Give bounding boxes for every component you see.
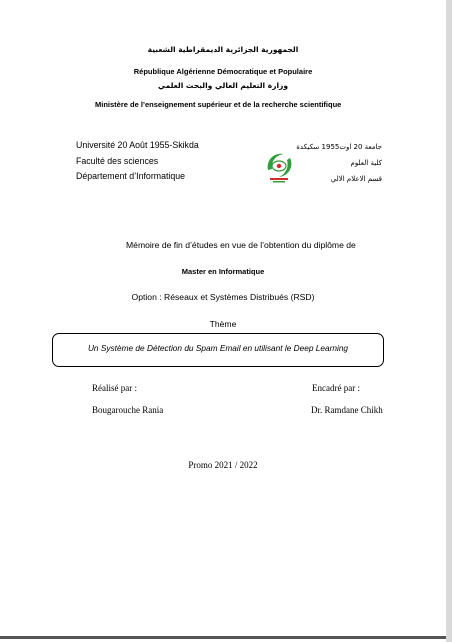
theme-label: Thème [209, 319, 237, 329]
page-edge [446, 0, 452, 642]
theme-title: Un Système de Détection du Spam Email en utilisant le Deep Learning [87, 343, 349, 353]
student-name: Bougarouche Rania [92, 405, 164, 415]
faculty-name-arabic: كلية العلوم [350, 159, 382, 167]
republic-arabic: الجمهورية الجزائرية الديمقراطية الشعبية [147, 45, 299, 54]
faculty-name: Faculté des sciences [76, 155, 159, 166]
university-name-arabic: جامعة 20 اوت1955 سكيكدة [296, 143, 382, 151]
degree-option: Option : Réseaux et Systèmes Distribués (RSD) [131, 292, 315, 302]
university-name: Université 20 Août 1955-Skikda [76, 140, 199, 150]
department-name: Département d’Informatique [76, 171, 186, 181]
theme-box [52, 333, 384, 367]
realise-label: Réalisé par : [92, 383, 137, 393]
memo-heading: Mémoire de fin d’études en vue de l’obtention du diplôme de [126, 240, 356, 250]
ministry-arabic: وزارة التعليم العالي والبحث العلمي [157, 81, 289, 90]
university-logo-icon [262, 148, 296, 184]
institution-french [76, 138, 199, 185]
department-name-arabic: قسم الاعلام الالي [330, 175, 382, 183]
institution-arabic [296, 139, 382, 187]
republic-french: République Algérienne Démocratique et Populaire [133, 67, 313, 76]
encadre-label: Encadré par : [312, 383, 360, 393]
ministry-french: Ministère de l’enseignement supérieur et de la recherche scientifique [95, 100, 342, 109]
bottom-rule [0, 636, 446, 639]
degree-name: Master en Informatique [181, 267, 265, 276]
promo-year: Promo 2021 / 2022 [188, 460, 258, 470]
supervisor-name: Dr. Ramdane Chikh [311, 405, 383, 415]
